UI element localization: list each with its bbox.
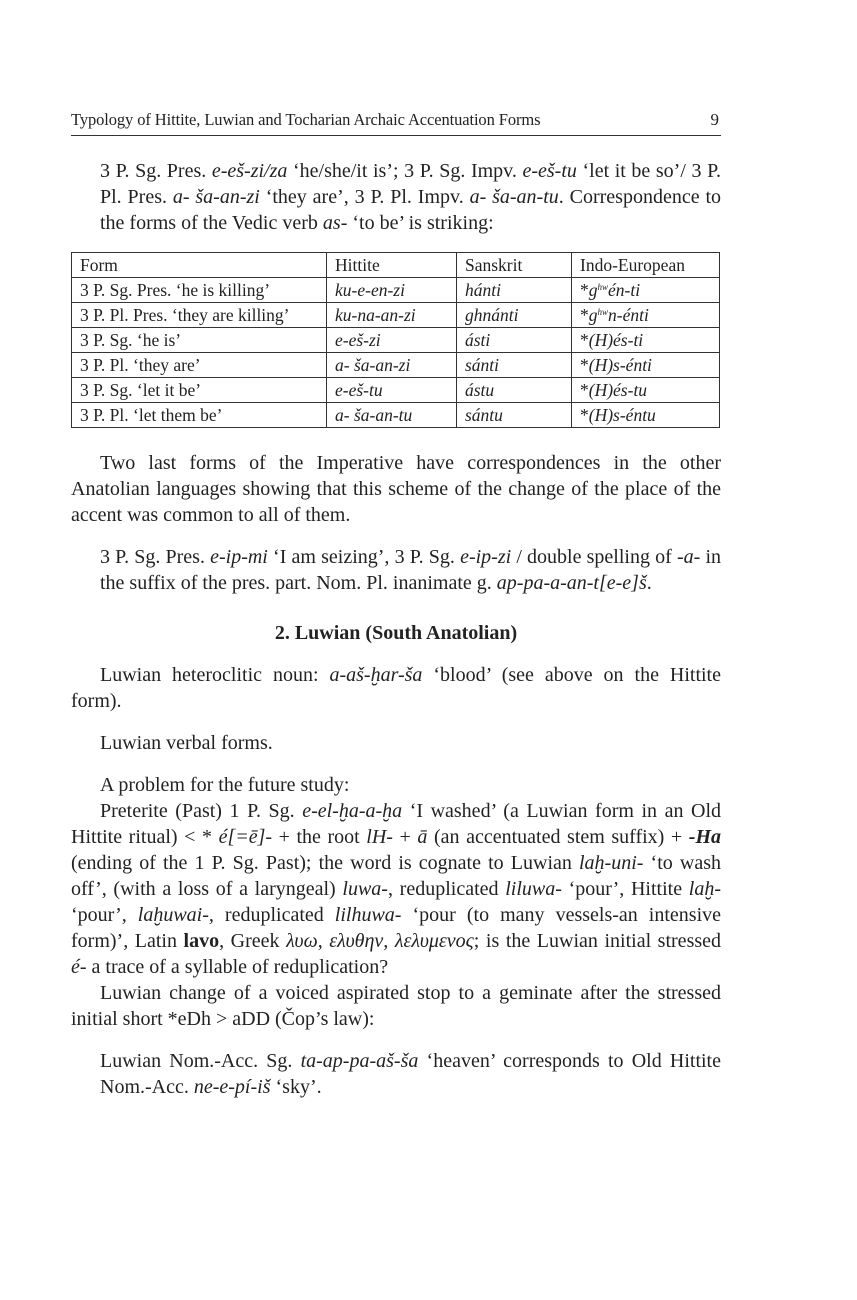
table-header-cell: Form xyxy=(72,253,327,278)
heaven-example: Luwian Nom.-Acc. Sg. ta-ap-pa-aš-ša ‘heaven’ corresponds to Old Hittite Nom.-Acc. ne-e-pí-iš ‘sky’. xyxy=(100,1050,721,1098)
intro-paragraph: 3 P. Sg. Pres. e-eš-zi/za ‘he/she/it is’; 3 P. Sg. Impv. e-eš-tu ‘let it be so’/ 3 P. Pl. Pres. a- ša-an-zi ‘they are’, 3 P. Pl. Impv. a- ša-an-tu. Correspondence to the forms of the Vedic verb as- ‘to be’ is striking: xyxy=(100,160,722,234)
ie-superscript: hw xyxy=(597,307,609,317)
reconstruction-asterisk: * xyxy=(580,380,589,400)
table-cell-ie xyxy=(572,328,720,353)
table-cell-ie xyxy=(572,403,720,428)
ie-form-text: (H)és-tu xyxy=(588,380,648,400)
table-cell-ie xyxy=(572,378,720,403)
table-cell: e-eš-zi xyxy=(327,328,457,353)
ie-root-letter: g xyxy=(588,280,598,300)
reconstruction-asterisk: * xyxy=(580,305,589,325)
table-header-row xyxy=(72,253,720,278)
imperative-paragraph: Two last forms of the Imperative have correspondences in the other Anatolian languages showing that this scheme of the change of the place of the accent was common to all of them. xyxy=(71,452,721,526)
ie-form-text: (H)s-énti xyxy=(588,355,652,375)
running-header xyxy=(71,110,721,136)
table-cell: ástu xyxy=(457,378,572,403)
table-cell: a- ša-an-tu xyxy=(327,403,457,428)
table-cell: 3 P. Sg. ‘he is’ xyxy=(72,328,327,353)
ie-root-letter: g xyxy=(588,305,598,325)
cop-law-paragraph: Luwian change of a voiced aspirated stop to a geminate after the stressed initial short *eDh > aDD (Čop’s law): xyxy=(71,982,721,1030)
reconstruction-asterisk: * xyxy=(580,355,589,375)
table-cell: a- ša-an-zi xyxy=(327,353,457,378)
table-row xyxy=(72,403,720,428)
preterite-paragraph: Preterite (Past) 1 P. Sg. e-el-ḫa-a-ḫa ‘I washed’ (a Luwian form in an Old Hittite ritual) < * é[=ē]- + the root lH- + ā (an accentuated stem suffix) + -Ha (ending of the 1 P. Sg. Past); the word is cognate to Luwian laḫ-uni- ‘to wash off’, (with a loss of a laryngeal) luwa-, reduplicated liluwa- ‘pour’, Hittite laḫ- ‘pour’, laḫuwai-, reduplicated lilhuwa- ‘pour (to many vessels-an intensive form)’, Latin lavo, Greek λυω, ελυθην, λελυμενος; is the Luwian initial stressed é- a trace of a syllable of reduplication? xyxy=(71,800,722,978)
ie-form-text: (H)s-éntu xyxy=(588,405,656,425)
ie-form-text: én-ti xyxy=(608,280,641,300)
problem-paragraph: A problem for the future study: xyxy=(100,774,350,796)
table-header-cell: Indo-European xyxy=(572,253,720,278)
table-cell-ie xyxy=(572,303,720,328)
table-cell: hánti xyxy=(457,278,572,303)
table-cell: 3 P. Sg. Pres. ‘he is killing’ xyxy=(72,278,327,303)
table-row xyxy=(72,278,720,303)
page-number: 9 xyxy=(710,110,719,129)
heteroclitic-noun-paragraph: Luwian heteroclitic noun: a-aš-ḫar-ša ‘blood’ (see above on the Hittite form). xyxy=(71,664,721,712)
table-cell-ie xyxy=(572,278,720,303)
table-cell: 3 P. Pl. ‘let them be’ xyxy=(72,403,327,428)
verbal-forms-paragraph: Luwian verbal forms. xyxy=(100,732,273,754)
verb-forms-table xyxy=(71,252,720,428)
table-row xyxy=(72,378,720,403)
table-cell: ásti xyxy=(457,328,572,353)
section-heading: 2. Luwian (South Anatolian) xyxy=(274,622,518,644)
table-cell: ku-na-an-zi xyxy=(327,303,457,328)
table-cell: ku-e-en-zi xyxy=(327,278,457,303)
table-cell: e-eš-tu xyxy=(327,378,457,403)
table-header-cell: Sanskrit xyxy=(457,253,572,278)
ie-form-text: (H)és-ti xyxy=(588,330,644,350)
table-cell: sántu xyxy=(457,403,572,428)
seizing-example: 3 P. Sg. Pres. e-ip-mi ‘I am seizing’, 3 P. Sg. e-ip-zi / double spelling of -a- in the suffix of the pres. part. Nom. Pl. inanimate g. ap-pa-a-an-t[e-e]š. xyxy=(100,546,721,594)
table-row xyxy=(72,303,720,328)
table-cell: 3 P. Pl. ‘they are’ xyxy=(72,353,327,378)
table-cell: 3 P. Sg. ‘let it be’ xyxy=(72,378,327,403)
page-body xyxy=(71,158,721,1100)
table-row xyxy=(72,353,720,378)
table-cell-ie xyxy=(572,353,720,378)
table-row xyxy=(72,328,720,353)
table-header-cell: Hittite xyxy=(327,253,457,278)
running-header-title: Typology of Hittite, Luwian and Tocharian Archaic Accentuation Forms xyxy=(71,110,541,129)
reconstruction-asterisk: * xyxy=(580,405,589,425)
table-cell: ghnánti xyxy=(457,303,572,328)
ie-superscript: hw xyxy=(597,282,609,292)
table-cell: 3 P. Pl. Pres. ‘they are killing’ xyxy=(72,303,327,328)
reconstruction-asterisk: * xyxy=(580,330,589,350)
ie-form-text: n-énti xyxy=(608,305,649,325)
table-cell: sánti xyxy=(457,353,572,378)
reconstruction-asterisk: * xyxy=(580,280,589,300)
